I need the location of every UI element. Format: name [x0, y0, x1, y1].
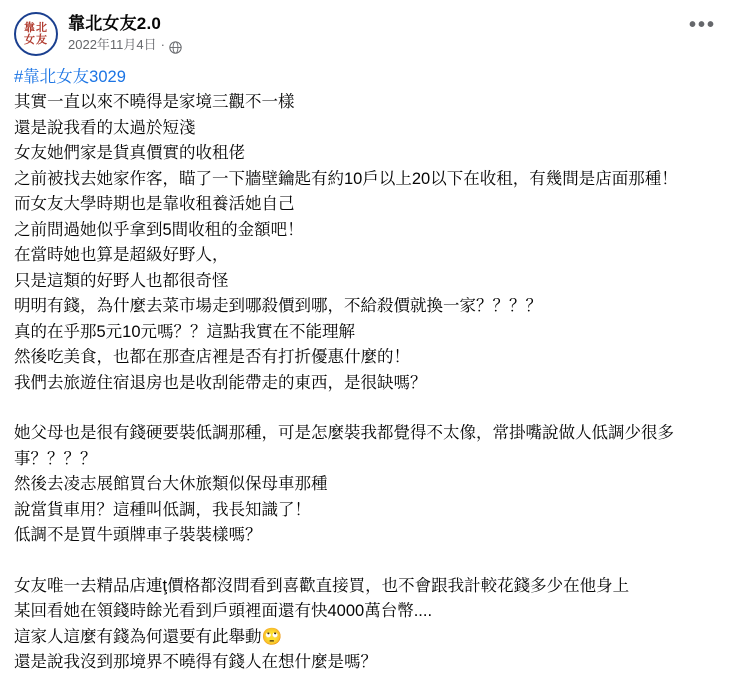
meta-separator: · [160, 37, 165, 52]
post-paragraph: 低調不是買牛頭牌車子裝裝樣嗎？ [14, 526, 262, 544]
globe-icon[interactable] [169, 41, 182, 54]
post-paragraph: 然後吃美食，也都在那查店裡是否有打折優惠什麼的！ [14, 348, 410, 366]
post-paragraph: 某回看她在領錢時餘光看到戶頭裡面還有快4000萬台幣.... [14, 602, 433, 620]
post-paragraph: 在當時她也算是超級好野人， [14, 246, 229, 264]
post-header-text [68, 12, 182, 53]
post-paragraph: 還是說我看的太過於短淺 [14, 118, 196, 137]
avatar-text-top: 靠北 [24, 22, 48, 34]
page-name[interactable]: 靠北女友2.0 [68, 14, 162, 33]
post-paragraph: 而女友大學時期也是靠收租養活她自己 [14, 195, 295, 213]
post-paragraph: 然後去凌志展館買台大休旅類似保母車那種 [14, 475, 328, 493]
paragraph-spacer [14, 396, 718, 421]
post-timestamp[interactable]: 2022年11月4日 [68, 37, 157, 52]
post-paragraph: 真的在乎那5元10元嗎？？這點我實在不能理解 [14, 322, 356, 341]
post-paragraph: 之前問過她似乎拿到5間收租的金額吧！ [14, 220, 304, 239]
avatar[interactable] [14, 12, 58, 56]
post-text [14, 90, 718, 676]
post-header [0, 0, 732, 62]
post-paragraph: 之前被找去她家作客，瞄了一下牆壁鑰匙有約10戶以上20以下在收租，有幾間是店面那種！ [14, 169, 678, 188]
post-paragraph: 這家人這麼有錢為何還要有此舉動🙄 [14, 627, 283, 646]
ellipsis-icon[interactable]: ••• [688, 14, 716, 36]
post-paragraph: 女友她們家是貨真價實的收租佬 [14, 144, 245, 162]
post-paragraph: 其實一直以來不曉得是家境三觀不一樣 [14, 93, 295, 111]
post-paragraph: 只是這類的好野人也都很奇怪 [14, 271, 229, 290]
post-paragraph: 明明有錢，為什麼去菜市場走到哪殺價到哪，不給殺價就換一家？？？？ [14, 297, 542, 315]
post-paragraph: 還是說我沒到那境界不曉得有錢人在想什麼是嗎？ [14, 653, 377, 671]
post-paragraph: 女友唯一去精品店連ţ價格都沒問看到喜歡直接買，也不會跟我計較花錢多少在他身上 [14, 576, 630, 595]
post-paragraph: 我們去旅遊住宿退房也是收刮能帶走的東西，是很缺嗎？ [14, 373, 427, 392]
post-meta [68, 37, 182, 53]
post-body [0, 62, 732, 676]
post-paragraph: 她父母也是很有錢硬要裝低調那種，可是怎麼裝我都覺得不太像，常掛嘴說做人低調少很多事？？？？ [14, 424, 674, 468]
avatar-text-bottom: 女友 [24, 34, 48, 46]
paragraph-spacer [14, 549, 718, 574]
post-paragraph: 說當貨車用？這種叫低調，我長知識了！ [14, 500, 311, 519]
hashtag-link[interactable]: #靠北女友3029 [14, 68, 126, 86]
